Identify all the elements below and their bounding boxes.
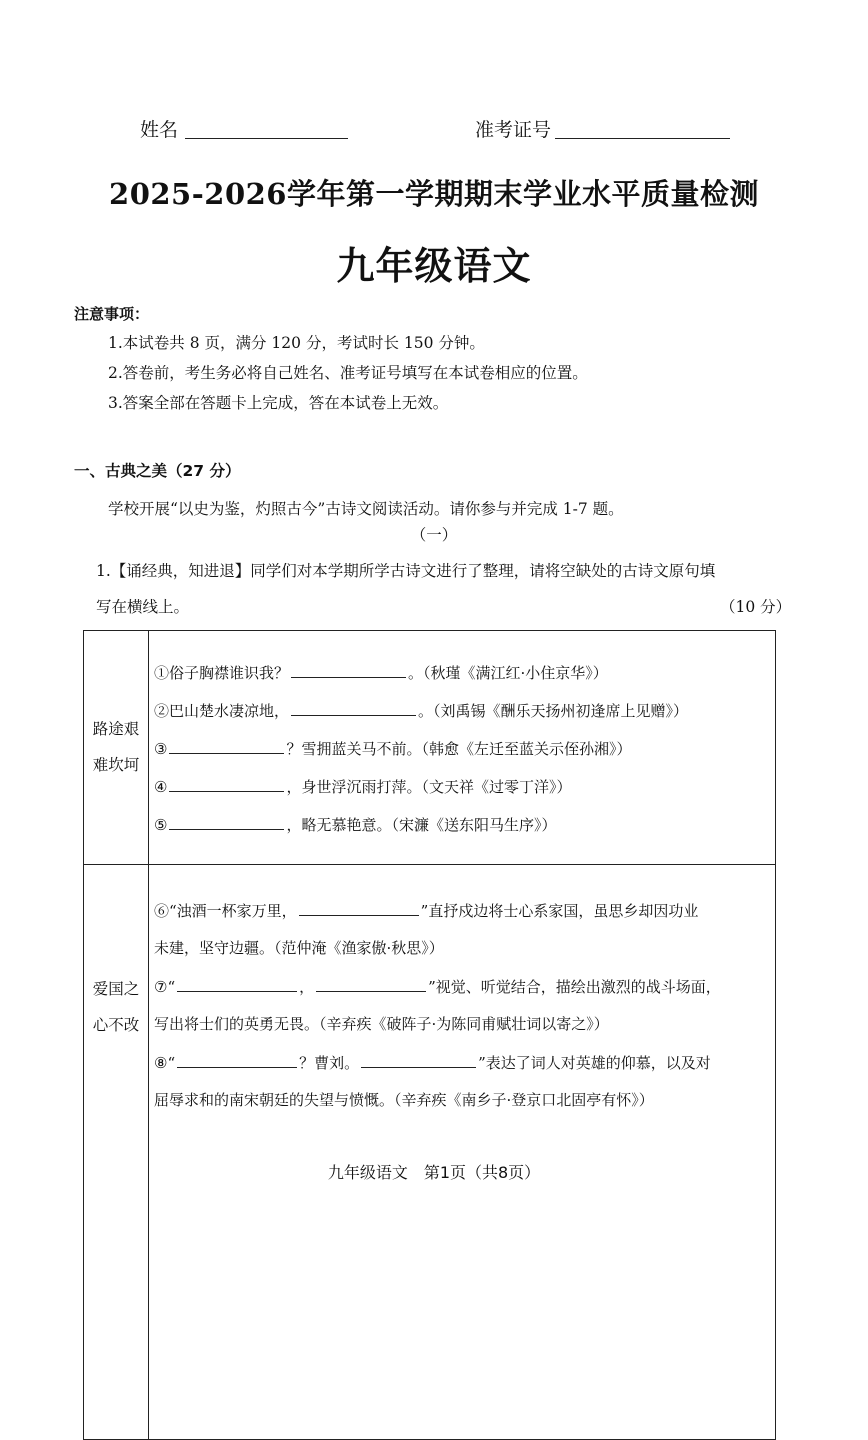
question-1-prompt-cont: 写在横线上。 (96, 598, 190, 616)
answer-blank[interactable] (169, 737, 284, 754)
fill-row-cont: 未建，坚守边疆。（范仲淹《渔家傲·秋思》） (154, 939, 444, 957)
fill-row: ③ ？雪拥蓝关马不前。（韩愈《左迁至蓝关示侄孙湘》） (154, 737, 631, 759)
fill-row: ⑦“ ， ”视觉、听觉结合，描绘出激烈的战斗场面， (154, 975, 721, 997)
poem-fill-table (83, 630, 776, 1440)
answer-blank[interactable] (299, 899, 419, 916)
fill-row: ⑧“ ？曹刘。 ”表达了词人对英雄的仰慕，以及对 (154, 1051, 711, 1073)
category-patriotism (84, 971, 148, 1043)
part-marker: （一） (410, 526, 458, 544)
answer-blank[interactable] (169, 813, 284, 830)
exam-id-field[interactable] (555, 138, 730, 139)
answer-blank[interactable] (361, 1051, 476, 1068)
fill-row: ⑤ ，略无慕艳意。（宋濂《送东阳马生序》） (154, 813, 556, 835)
fill-row: ②巴山楚水凄凉地， 。（刘禹锡《酬乐天扬州初逢席上见赠》） (154, 699, 688, 721)
category-label: 路途艰 (92, 720, 140, 738)
fill-row: ④ ，身世浮沉雨打萍。（文天祥《过零丁洋》） (154, 775, 571, 797)
fill-row: ①俗子胸襟谁识我？ 。（秋瑾《满江红·小住京华》） (154, 661, 608, 683)
exam-id-label: 准考证号 (475, 119, 552, 141)
page-footer: 九年级语文 第1页（共8页） (327, 1163, 541, 1182)
answer-blank[interactable] (177, 1051, 297, 1068)
question-1-prompt: 1.【诵经典，知进退】同学们对本学期所学古诗文进行了整理，请将空缺处的古诗文原句填 (96, 562, 716, 580)
category-label: 心不改 (92, 1016, 140, 1034)
table-divider-vertical (148, 631, 149, 1439)
category-label: 难坎坷 (92, 756, 140, 774)
fill-row-cont: 屈辱求和的南宋朝廷的失望与愤慨。（辛弃疾《南乡子·登京口北固亭有怀》） (154, 1091, 654, 1109)
fill-row-cont: 写出将士们的英勇无畏。（辛弃疾《破阵子·为陈同甫赋壮词以寄之》） (154, 1015, 609, 1033)
category-label: 爱国之 (92, 980, 140, 998)
question-1-score: （10 分） (720, 598, 792, 616)
answer-blank[interactable] (291, 661, 406, 678)
answer-blank[interactable] (316, 975, 426, 992)
notice-item: 1.本试卷共 8 页，满分 120 分，考试时长 150 分钟。 (108, 334, 485, 352)
subject-title: 九年级语文 (336, 243, 532, 288)
name-field[interactable] (185, 138, 348, 139)
fill-row: ⑥“浊酒一杯家万里， ”直抒戍边将士心系家国，虽思乡却因功业 (154, 899, 698, 921)
answer-blank[interactable] (177, 975, 297, 992)
answer-blank[interactable] (291, 699, 416, 716)
table-divider-horizontal (84, 864, 775, 865)
name-label: 姓名 (140, 119, 179, 141)
notice-heading: 注意事项： (74, 305, 150, 323)
section-heading: 一、古典之美（27 分） (74, 462, 241, 480)
exam-title: 2025-2026学年第一学期期末学业水平质量检测 (109, 177, 759, 211)
answer-blank[interactable] (169, 775, 284, 792)
notice-item: 3.答案全部在答题卡上完成，答在本试卷上无效。 (108, 394, 449, 412)
notice-item: 2.答卷前，考生务必将自己姓名、准考证号填写在本试卷相应的位置。 (108, 364, 588, 382)
category-hardship (84, 711, 148, 783)
section-intro: 学校开展“以史为鉴，灼照古今”古诗文阅读活动。请你参与并完成 1-7 题。 (108, 500, 624, 518)
